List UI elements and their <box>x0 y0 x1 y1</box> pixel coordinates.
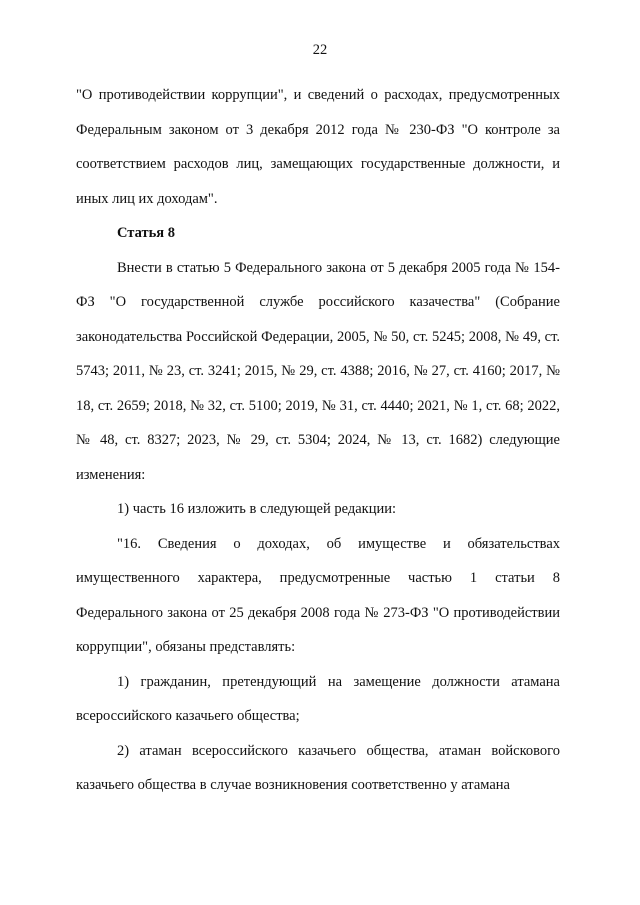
document-body <box>76 78 560 803</box>
sub-item-1: 1) гражданин, претендующий на замещение должности атамана всероссийского казачьего общества; <box>76 673 560 724</box>
article-heading: Статья 8 <box>117 225 175 241</box>
paragraph-intro: Внести в статью 5 Федерального закона от 5 декабря 2005 года № 154-ФЗ "О государственной службе российского казачества" (Собрание законодательства Российской Федерации, 2005, № 50, ст. 5245; 2008, № 49, ст. 5743; 2011, № 23, ст. 3241; 2015, № 29, ст. 4388; 2016, № 27, ст. 4160; 2017, № 18, ст. 2659; 2018, № 32, ст. 5100; 2019, № 31, ст. 4440; 2021, № 1, ст. 68; 2022, № 48, ст. 8327; 2023, № 29, ст. 5304; 2024, № 13, ст. 1682) следующие изменения: <box>76 259 560 483</box>
paragraph-quote: "16. Сведения о доходах, об имуществе и обязательствах имущественного характера, предусмотренные частью 1 статьи 8 Федерального закона от 25 декабря 2008 года № 273-ФЗ "О противодействии коррупции", обязаны представлять: <box>76 535 560 655</box>
list-item-1: 1) часть 16 изложить в следующей редакции: <box>117 501 397 517</box>
sub-item-2: 2) атаман всероссийского казачьего общества, атаман войскового казачьего общества в случае возникновения соответственно у атамана <box>76 742 560 793</box>
page-number: 22 <box>312 42 328 58</box>
paragraph-continuation: "О противодействии коррупции", и сведений о расходах, предусмотренных Федеральным законом от 3 декабря 2012 года № 230-ФЗ "О контроле за соответствием расходов лиц, замещающих государственные должности, и иных лиц их доходам". <box>76 87 560 207</box>
